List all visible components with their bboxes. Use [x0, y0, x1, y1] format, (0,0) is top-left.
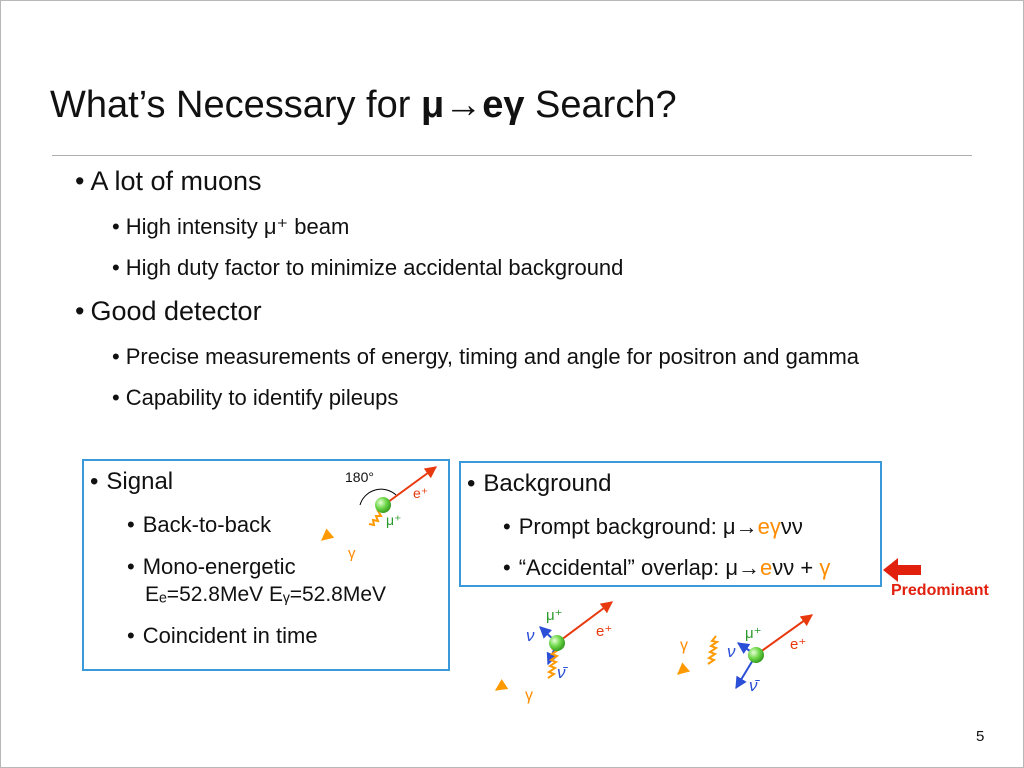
accidental-antineutrino-label: ν̄	[749, 676, 758, 695]
signal-item-coincident: • Coincident in time	[127, 623, 318, 649]
title-prefix: What’s Necessary for	[50, 84, 421, 126]
prompt-positron-label: e⁺	[596, 623, 613, 640]
page-number: 5	[976, 728, 985, 745]
accidental-neutrino-label: ν	[727, 642, 736, 661]
angle-label: 180°	[345, 469, 374, 485]
signal-energy-line: Eₑ=52.8MeV Eᵧ=52.8MeV	[145, 583, 387, 606]
signal-decay-diagram	[322, 467, 436, 562]
bullet-precise-measurements: • Precise measurements of energy, timing and angle for positron and gamma	[112, 344, 859, 370]
prompt-gamma-arrow-icon	[496, 686, 502, 690]
prompt-prefix: Prompt background: μ→	[518, 514, 758, 539]
prompt-highlight: eγ	[757, 514, 781, 539]
accidental-highlight: e	[760, 555, 773, 580]
accidental-positron-label: e⁺	[790, 636, 807, 653]
accidental-prefix: “Accidental” overlap: μ→	[518, 555, 761, 580]
prompt-suffix: νν	[780, 514, 803, 539]
signal-gamma-label: γ	[348, 545, 356, 562]
gamma-arrow-icon	[322, 535, 328, 540]
muon-ball-icon	[375, 497, 391, 513]
positron-track-icon	[384, 467, 436, 505]
bullet-muons: • A lot of muons	[75, 166, 262, 197]
signal-item-back-to-back: • Back-to-back	[127, 512, 271, 538]
title-reaction: μ→eγ	[420, 84, 525, 126]
bullet-pileups: • Capability to identify pileups	[112, 385, 398, 411]
accidental-mid: νν +	[772, 555, 820, 580]
bullet-duty-factor: • High duty factor to minimize accidental background	[112, 255, 623, 281]
signal-positron-label: e⁺	[413, 485, 429, 501]
prompt-neutrino-label: ν	[526, 626, 535, 645]
accidental-overlap-diagram	[678, 615, 812, 695]
signal-item-mono-energetic: • Mono-energetic	[127, 554, 296, 580]
accidental-gamma-label: γ	[680, 637, 688, 654]
prompt-gamma-label: γ	[525, 687, 533, 704]
bullet-detector: • Good detector	[75, 296, 262, 327]
accidental-muon-label: μ⁺	[745, 625, 762, 642]
prompt-antineutrino-label: ν̄	[557, 663, 566, 682]
signal-heading: • Signal	[90, 468, 173, 496]
prompt-muon-ball-icon	[549, 635, 565, 651]
accidental-muon-ball-icon	[748, 647, 764, 663]
title-suffix: Search?	[524, 84, 677, 126]
accidental-gamma-arrow-icon	[678, 668, 685, 674]
predominant-label: Predominant	[891, 582, 989, 599]
predominant-arrow-icon	[883, 558, 921, 582]
signal-muon-label: μ⁺	[386, 512, 402, 528]
bullet-beam-intensity: • High intensity μ⁺ beam	[112, 214, 349, 240]
background-heading: • Background	[467, 470, 612, 498]
prompt-muon-label: μ⁺	[546, 607, 563, 624]
accidental-gamma-track-icon	[708, 636, 717, 664]
prompt-background-diagram	[496, 602, 612, 704]
accidental-gamma: γ	[819, 555, 831, 580]
